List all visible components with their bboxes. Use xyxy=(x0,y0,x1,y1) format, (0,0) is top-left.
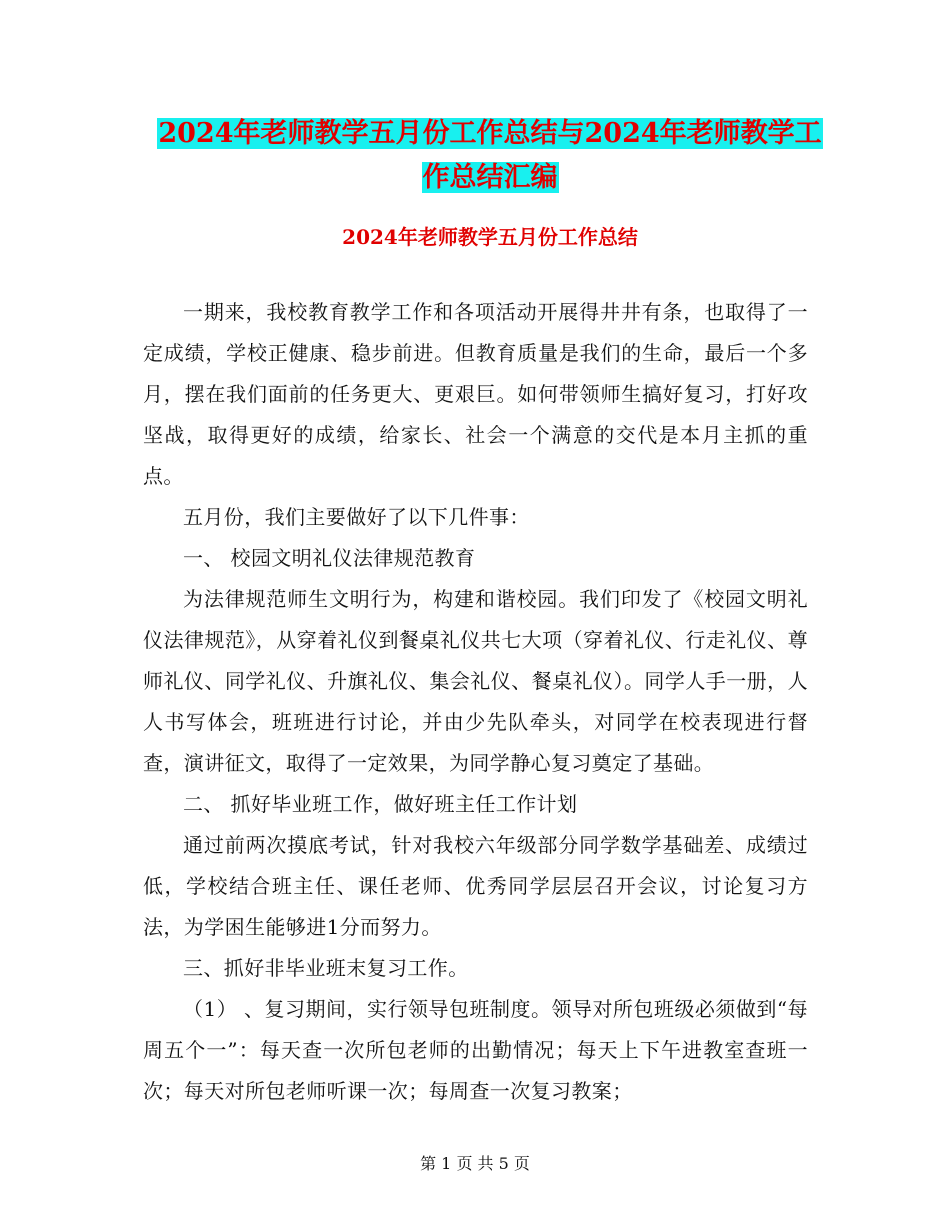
document-title-line-1: 2024年老师教学五月份工作总结与2024年老师教学工 xyxy=(158,118,822,149)
paragraph-may-summary: 五月份，我们主要做好了以下几件事： xyxy=(183,505,530,529)
paragraph-item-1: 为法律规范师生文明行为，构建和谐校园。我们印发了《校园文明礼仪法律规范》，从穿着礼仪到餐桌礼仪共七大项（穿着礼仪、行走礼仪、尊师礼仪、同学礼仪、升旗礼仪、集会礼仪、餐桌礼仪）。同学人手一册，人人书写体会，班班进行讨论，并由少先队牵头，对同学在校表现进行督查，演讲征文，取得了一定效果，为同学静心复习奠定了基础。 xyxy=(143,587,808,775)
paragraph-item-3-1: （1） 、复习期间，实行领导包班制度。领导对所包班级必须做到“每周五个一”：每天查一次所包老师的出勤情况；每天上下午进教室查班一次；每天对所包老师听课一次；每周查一次复习教案； xyxy=(143,997,808,1103)
document-title-line-2: 作总结汇编 xyxy=(422,162,558,193)
heading-item-3: 三、抓好非毕业班末复习工作。 xyxy=(183,956,469,980)
document-title xyxy=(140,112,840,200)
heading-item-2: 二、 抓好毕业班工作，做好班主任工作计划 xyxy=(183,792,578,816)
paragraph-intro: 一期来，我校教育教学工作和各项活动开展得井井有条，也取得了一定成绩，学校正健康、稳步前进。但教育质量是我们的生命，最后一个多月，摆在我们面前的任务更大、更艰巨。如何带领师生搞好复习，打好攻坚战，取得更好的成绩，给家长、社会一个满意的交代是本月主抓的重点。 xyxy=(143,300,808,488)
heading-item-1: 一、 校园文明礼仪法律规范教育 xyxy=(183,546,476,570)
page-footer: 第 1 页 共 5 页 xyxy=(420,1154,530,1173)
section-title: 2024年老师教学五月份工作总结 xyxy=(342,225,638,249)
paragraph-item-2: 通过前两次摸底考试，针对我校六年级部分同学数学基础差、成绩过低，学校结合班主任、课任老师、优秀同学层层召开会议，讨论复习方法，为学困生能够进1分而努力。 xyxy=(143,833,808,939)
document-body xyxy=(143,292,808,1112)
